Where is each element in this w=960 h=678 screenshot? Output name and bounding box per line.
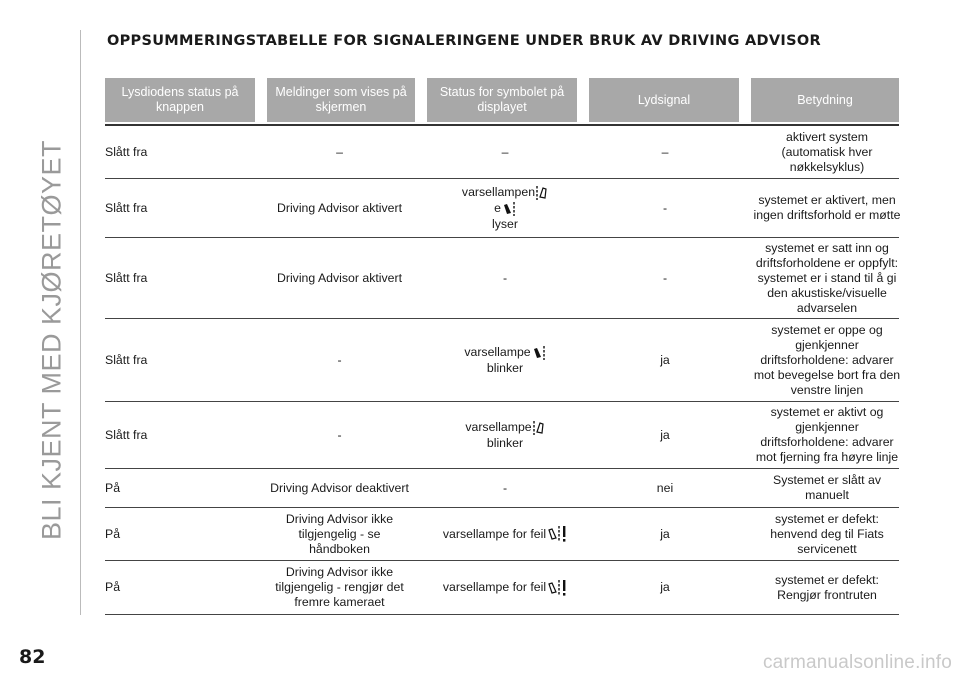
symbol-status-text: e (494, 201, 501, 215)
cell-led-status: Slått fra (105, 352, 148, 367)
cell-message: Driving Advisor aktivert (276, 270, 403, 285)
cell-led-status: Slått fra (105, 200, 148, 215)
header-symbol-status: Status for symbolet på displayet (427, 78, 577, 122)
page-number: 82 (19, 646, 46, 668)
cell-led-status: Slått fra (105, 145, 148, 159)
cell-sound: ja (660, 427, 670, 442)
cell-symbol-status (427, 179, 583, 237)
cell-meaning: systemet er defekt: henvend deg til Fiats servicenett (770, 511, 884, 556)
section-side-title: BLI KJENT MED KJØRETØYET (36, 139, 67, 541)
symbol-status-text: varsellampe for feil (442, 526, 547, 541)
cell-message: Driving Advisor deaktivert (270, 480, 409, 495)
symbol-status-text: varsellampe (465, 420, 532, 434)
cell-sound: - (662, 270, 668, 285)
cell-message: – (336, 145, 343, 159)
symbol-status-text: varsellampen (461, 185, 536, 199)
cell-led-status: Slått fra (105, 270, 148, 285)
cell-symbol-status (427, 319, 583, 401)
header-meaning: Betydning (751, 78, 899, 122)
cell-symbol-status (427, 508, 583, 560)
cell-led-status: På (105, 580, 121, 594)
cell-symbol-status (427, 561, 583, 614)
symbol-status-text: blinker (486, 360, 524, 375)
watermark: carmanualsonline.info (762, 652, 952, 673)
cell-message: Driving Advisor ikke tilgjengelig - se håndboken (285, 511, 394, 556)
table-row (105, 319, 899, 401)
cell-meaning: Systemet er slått av manuelt (773, 473, 881, 502)
cell-message: - (337, 352, 342, 367)
table-row (105, 508, 899, 560)
lane-right-warning-icon (536, 185, 548, 201)
header-display-messages: Meldinger som vises på skjermen (267, 78, 415, 122)
header-led-status: Lysdiodens status på knappen (105, 78, 255, 122)
side-divider (80, 30, 81, 615)
table-row (105, 127, 899, 178)
cell-meaning: systemet er satt inn og driftsforholdene er oppfylt: systemet er i stand til å gi den akustiske/visuelle advarselen (755, 240, 899, 315)
symbol-status-text: varsellampe (464, 345, 531, 359)
cell-meaning: systemet er oppe og gjenkjenner driftsforholdene: advarer mot bevegelse bort fra den venstre linjen (753, 322, 901, 397)
row-divider (105, 614, 899, 615)
cell-message: Driving Advisor aktivert (276, 200, 403, 215)
cell-sound: ja (660, 580, 670, 594)
table-header (105, 78, 899, 124)
header-divider (105, 124, 899, 126)
cell-symbol-status: – (501, 145, 509, 159)
lane-left-warning-icon (502, 201, 516, 217)
lane-fault-warning-icon (547, 579, 567, 597)
table-row (105, 469, 899, 507)
cell-led-status: På (105, 526, 121, 541)
symbol-status-text: lyser (492, 216, 518, 231)
cell-meaning: systemet er defekt: Rengjør frontruten (775, 572, 879, 602)
cell-led-status: På (105, 480, 121, 495)
cell-message: Driving Advisor ikke tilgjengelig - rengjør det fremre kameraet (275, 565, 404, 609)
symbol-status-text: varsellampe for feil (442, 580, 547, 594)
cell-sound: ja (660, 352, 670, 367)
cell-message: - (337, 427, 342, 442)
cell-symbol-status: - (502, 270, 508, 285)
table-row (105, 238, 899, 318)
cell-meaning: systemet er aktivert, men ingen driftsforhold er møtte (753, 193, 901, 222)
lane-right-warning-icon (533, 420, 545, 436)
cell-sound: – (661, 145, 669, 159)
symbol-status-text: blinker (486, 435, 524, 450)
cell-led-status: Slått fra (105, 427, 148, 442)
lane-fault-warning-icon (547, 525, 567, 543)
table-row (105, 179, 899, 237)
cell-sound: - (662, 200, 668, 215)
lane-left-warning-icon (532, 345, 546, 361)
header-sound-signal: Lydsignal (589, 78, 739, 122)
page-title: OPPSUMMERINGSTABELLE FOR SIGNALERINGENE UNDER BRUK AV DRIVING ADVISOR (107, 33, 821, 49)
table-row (105, 402, 899, 468)
cell-sound: nei (656, 480, 674, 495)
cell-meaning: aktivert system (automatisk hver nøkkelsyklus) (781, 130, 873, 174)
cell-sound: ja (660, 526, 670, 541)
table-row (105, 561, 899, 614)
cell-symbol-status: - (502, 480, 508, 495)
cell-symbol-status (427, 402, 583, 468)
cell-meaning: systemet er aktivt og gjenkjenner driftsforholdene: advarer mot fjerning fra høyre linje (755, 405, 899, 464)
